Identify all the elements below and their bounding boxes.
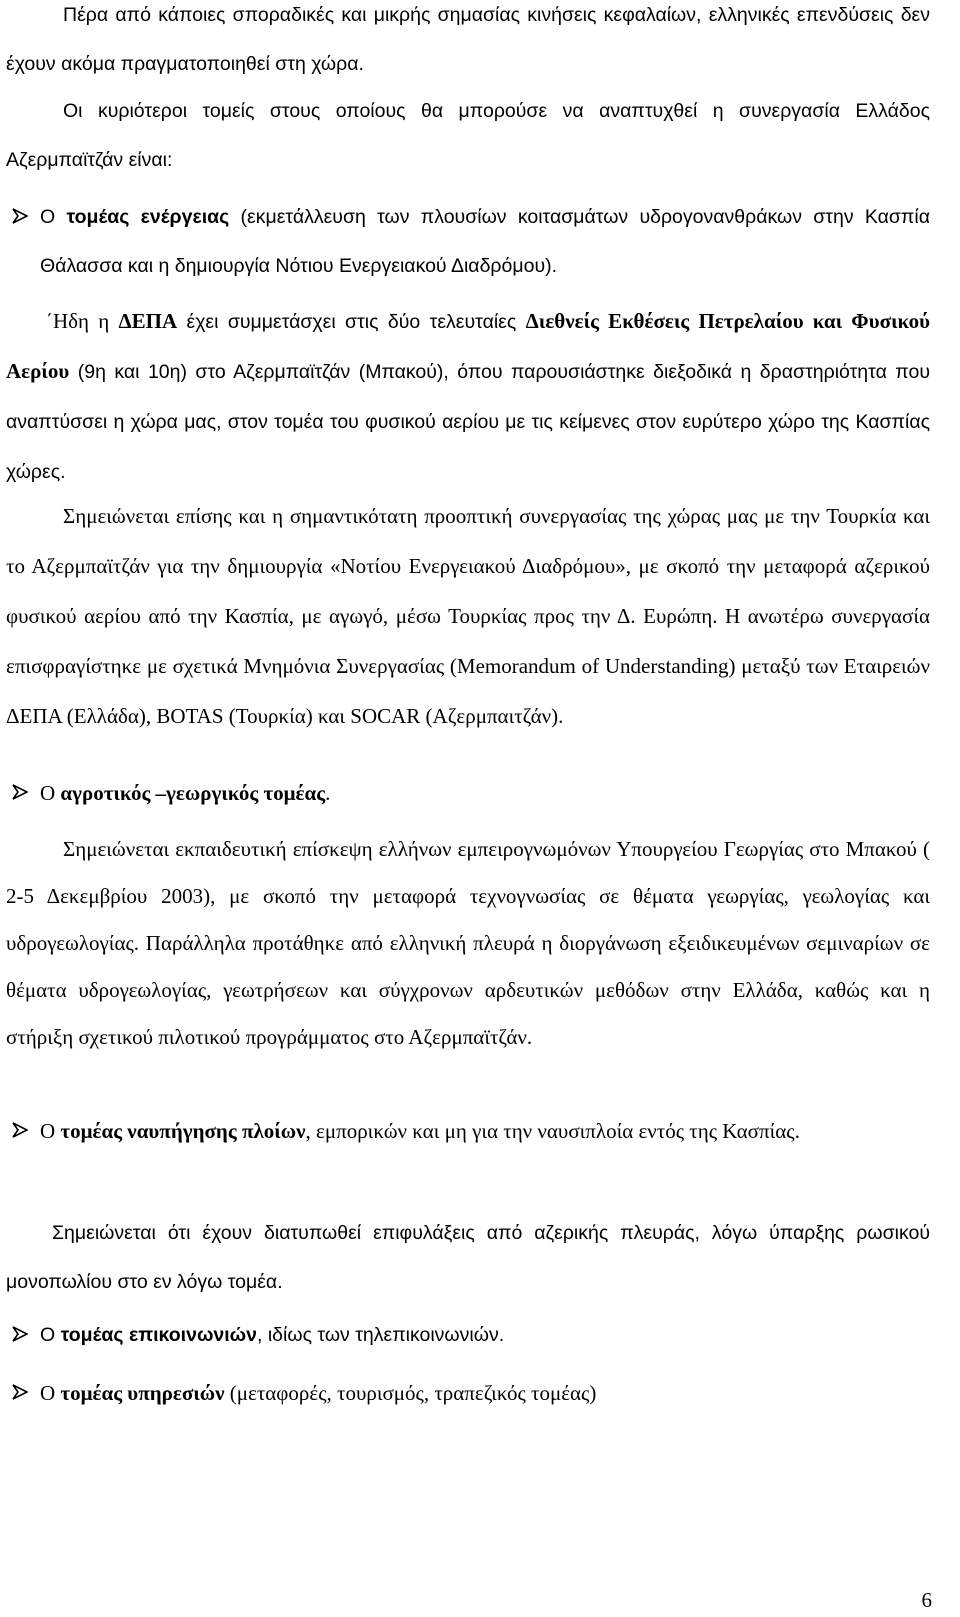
arrowhead-bullet-icon [12, 1384, 28, 1400]
paragraph-investments: Πέρα από κάποιες σποραδικές και μικρής σημασίας κινήσεις κεφαλαίων, ελληνικές επενδύσεις δεν έχουν ακόμα πραγματοποιηθεί στη χώρα. [6, 4, 930, 75]
bullet-agriculture-sector: Ο αγροτικός –γεωργικός τομέας. [6, 769, 930, 818]
paragraph-depa-exhibitions: ΄Ηδη η ΔΕΠΑ έχει συμμετάσχει στις δύο τελευταίες Διεθνείς Εκθέσεις Πετρελαίου και Φυσικού Αερίου (9η και 10η) στο Αζερμπαϊτζάν (Μπακού), όπου παρουσιάστηκε διεξοδικά η δραστηριότητα που αναπτύσσει η χώρα μας, στον τομέα του φυσικού αερίου με τις κείμενες στον ευρύτερο χώρο της Κασπίας χώρες. [6, 309, 930, 483]
paragraph-shipbuilding-reservations: Σημειώνεται ότι έχουν διατυπωθεί επιφυλάξεις από αζερικής πλευράς, λόγω ύπαρξης ρωσικού μονοπωλίου στο εν λόγω τομέα. [6, 1222, 930, 1293]
arrowhead-bullet-icon [12, 208, 28, 224]
arrowhead-bullet-icon [12, 784, 28, 800]
paragraph-sectors-intro: Οι κυριότεροι τομείς στους οποίους θα μπορούσε να αναπτυχθεί η συνεργασία Ελλάδος Αζερμπαϊτζάν είναι: [6, 100, 930, 171]
arrowhead-bullet-icon [12, 1326, 28, 1342]
bullet-shipbuilding-sector: Ο τομέας ναυπήγησης πλοίων, εμπορικών και μη για την ναυσιπλοία εντός της Κασπίας. [6, 1107, 930, 1156]
paragraph-agriculture-visit: Σημειώνεται εκπαιδευτική επίσκεψη ελλήνων εμπειρογνωμόνων Υπουργείου Γεωργίας στο Μπακού ( 2-5 Δεκεμβρίου 2003), με σκοπό την μεταφορά τεχνογνωσίας σε θέματα γεωργίας, γεωλογίας και υδρογεωλογίας. Παράλληλα προτάθηκε από ελληνική πλευρά η διοργάνωση εξειδικευμένων σεμιναρίων σε θέματα υδρογεωλογίας, γεωτρήσεων και σύγχρονων αρδευτικών μεθόδων στην Ελλάδα, καθώς και η στήριξη σχετικού πιλοτικού προγράμματος στο Αζερμπαϊτζάν. [6, 837, 930, 1049]
bullet-energy-sector: Ο τομέας ενέργειας (εκμετάλλευση των πλουσίων κοιτασμάτων υδρογονανθράκων στην Κασπία Θάλασσα και η δημιουργία Νότιου Ενεργειακού Διαδρόμου). [6, 193, 930, 291]
page-number: 6 [921, 1588, 932, 1612]
arrowhead-bullet-icon [12, 1122, 28, 1138]
bullet-communications-sector: Ο τομέας επικοινωνιών, ιδίως των τηλεπικοινωνιών. [6, 1311, 930, 1360]
paragraph-southern-corridor: Σημειώνεται επίσης και η σημαντικότατη προοπτική συνεργασίας της χώρας μας με την Τουρκία και το Αζερμπαϊτζάν για την δημιουργία «Νοτίου Ενεργειακού Διαδρόμου», με σκοπό την μεταφορά αζερικού φυσικού αερίου από την Κασπία, με αγωγό, μέσω Τουρκίας προς την Δ. Ευρώπη. Η ανωτέρω συνεργασία επισφραγίστηκε με σχετικά Μνημόνια Συνεργασίας (Memorandum of Understanding) μεταξύ των Εταιρειών ΔΕΠΑ (Ελλάδα), BOTAS (Τουρκία) και SOCAR (Αζερμπαιτζάν). [6, 504, 930, 728]
bullet-services-sector: Ο τομέας υπηρεσιών (μεταφορές, τουρισμός, τραπεζικός τομέας) [6, 1369, 930, 1418]
